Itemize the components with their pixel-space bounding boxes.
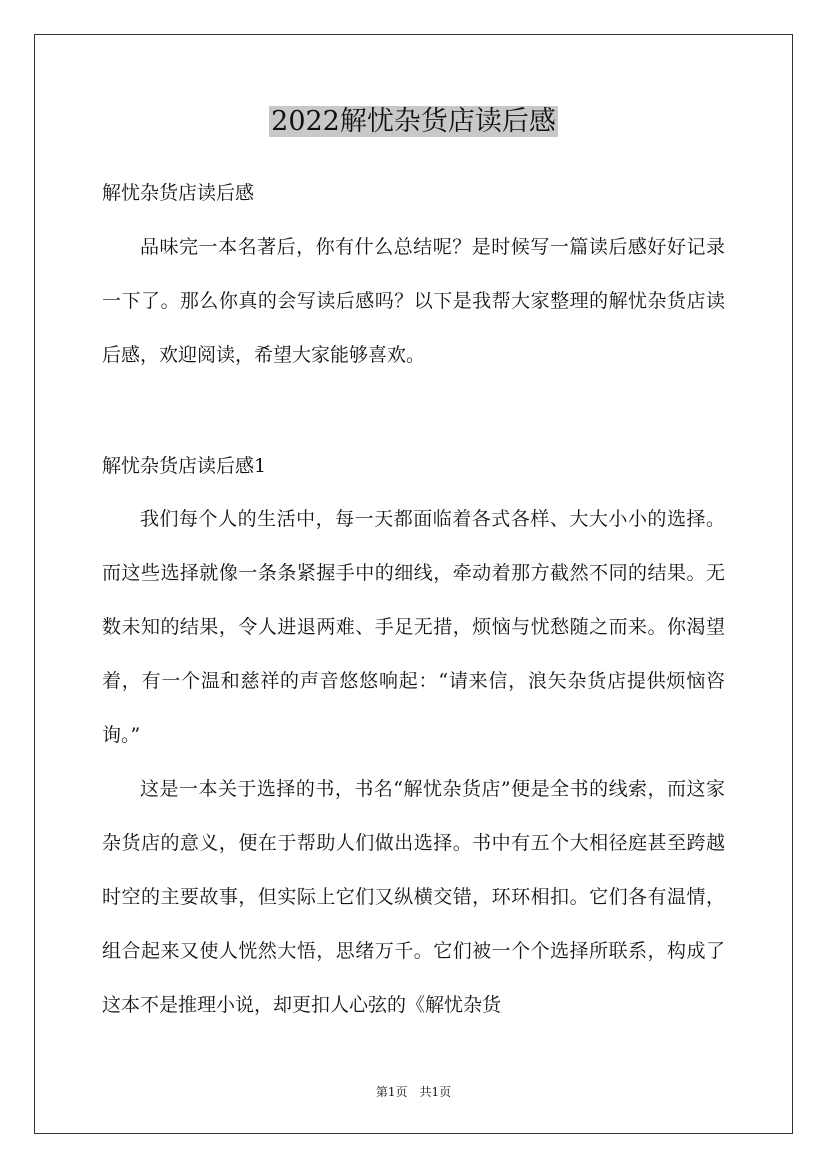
intro-heading: 解忧杂货店读后感 bbox=[102, 182, 255, 204]
section1-heading: 解忧杂货店读后感1 bbox=[102, 455, 267, 477]
section1-paragraph-1: 我们每个人的生活中，每一天都面临着各式各样、大大小小的选择。而这些选择就像一条条紧握手中的细线，牵动着那方截然不同的结果。无数未知的结果，令人进退两难、手足无措，烦恼与忧愁随之而来。你渴望着，有一个温和慈祥的声音悠悠响起：“请来信，浪矢杂货店提供烦恼咨询。” bbox=[102, 508, 725, 746]
section1-paragraph-2: 这是一本关于选择的书，书名“解忧杂货店”便是全书的线索，而这家杂货店的意义，便在于帮助人们做出选择。书中有五个大相径庭甚至跨越时空的主要故事，但实际上它们又纵横交错，环环相扣。它们各有温情，组合起来又使人恍然大悟，思绪万千。它们被一个个选择所联系，构成了这本不是推理小说，却更扣人心弦的《解忧杂货 bbox=[102, 778, 725, 1016]
document-title-text: 2022解忧杂货店读后感 bbox=[271, 106, 556, 137]
page-number-footer: 第1页 共1页 bbox=[375, 1085, 452, 1099]
intro-paragraph: 品味完一本名著后，你有什么总结呢？是时候写一篇读后感好好记录一下了。那么你真的会写读后感吗？以下是我帮大家整理的解忧杂货店读后感，欢迎阅读，希望大家能够喜欢。 bbox=[102, 236, 725, 366]
document-title bbox=[0, 102, 827, 142]
